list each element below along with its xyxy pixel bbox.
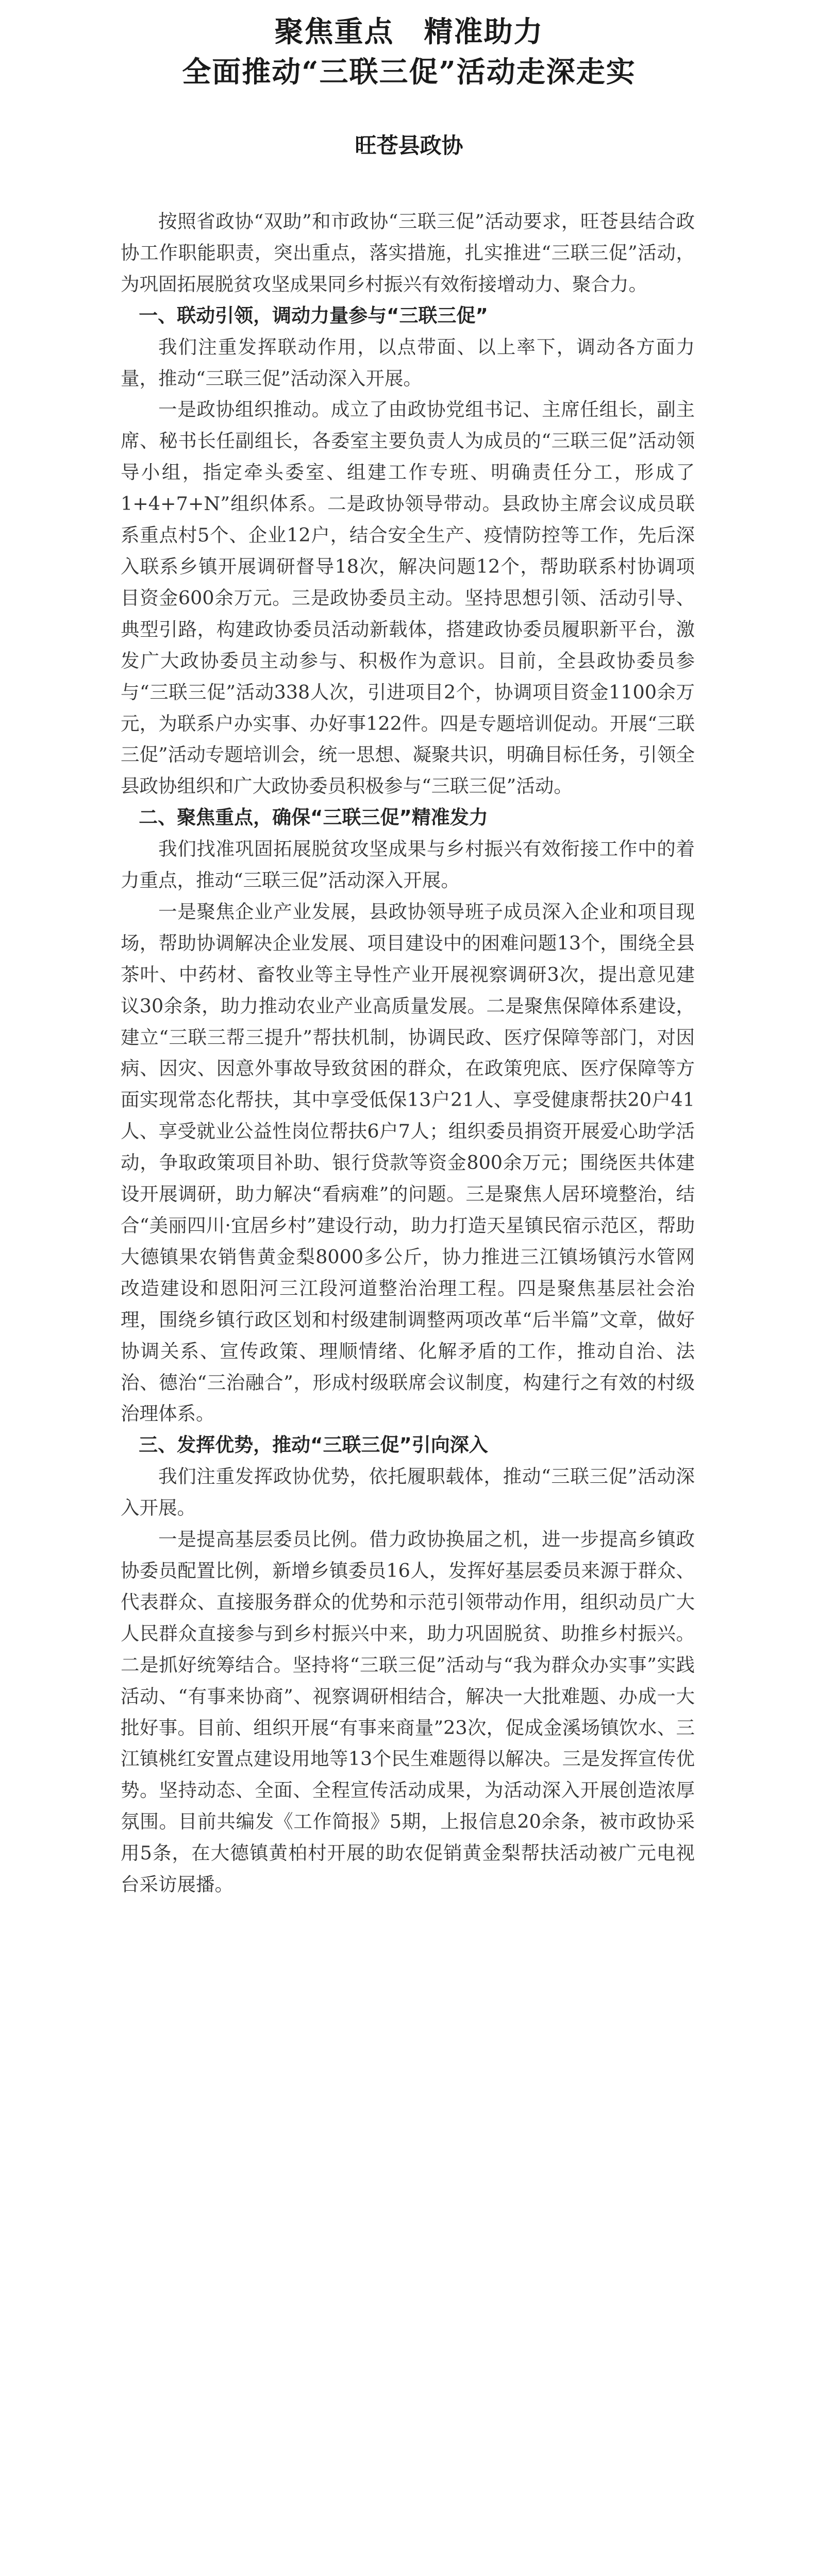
title-line-1: 聚焦重点 精准助力 [274, 15, 544, 49]
section-3-paragraph-1: 我们注重发挥政协优势，依托履职载体，推动“三联三促”活动深入开展。 [121, 1465, 695, 1519]
section-1-paragraph-1: 我们注重发挥联动作用，以点带面、以上率下，调动各方面力量，推动“三联三促”活动深入开展。 [121, 335, 695, 389]
author: 旺苍县政协 [355, 133, 463, 158]
section-2-paragraph-1: 我们找准巩固拓展脱贫攻坚成果与乡村振兴有效衔接工作中的着力重点，推动“三联三促”活动深入开展。 [121, 838, 695, 892]
section-2-heading: 二、聚焦重点，确保“三联三促”精准发力 [139, 806, 488, 829]
section-1-paragraph-2: 一是政协组织推动。成立了由政协党组书记、主席任组长，副主席、秘书长任副组长，各委室主要负责人为成员的“三联三促”活动领导小组，指定牵头委室、组建工作专班、明确责任分工，形成了1+4+7+N”组织体系。二是政协领导带动。县政协主席会议成员联系重点村5个、企业12户，结合安全生产、疫情防控等工作，先后深入联系乡镇开展调研督导18次，解决问题12个，帮助联系村协调项目资金600余万元。三是政协委员主动。坚持思想引领、活动引导、典型引路，构建政协委员活动新载体，搭建政协委员履职新平台，激发广大政协委员主动参与、积极作为意识。目前，全县政协委员参与“三联三促”活动338人次，引进项目2个，协调项目资金1100余万元，为联系户办实事、办好事122件。四是专题培训促动。开展“三联三促”活动专题培训会，统一思想、凝聚共识，明确目标任务，引领全县政协组织和广大政协委员积极参与“三联三促”活动。 [121, 398, 695, 798]
section-3-heading: 三、发挥优势，推动“三联三促”引向深入 [139, 1434, 488, 1456]
section-2-paragraph-2: 一是聚焦企业产业发展，县政协领导班子成员深入企业和项目现场，帮助协调解决企业发展、项目建设中的困难问题13个，围绕全县茶叶、中药材、畜牧业等主导性产业开展视察调研3次，提出意见建议30余条，助力推动农业产业高质量发展。二是聚焦保障体系建设，建立“三联三帮三提升”帮扶机制，协调民政、医疗保障等部门，对因病、因灾、因意外事故导致贫困的群众，在政策兜底、医疗保障等方面实现常态化帮扶，其中享受低保13户21人、享受健康帮扶20户41人、享受就业公益性岗位帮扶6户7人；组织委员捐资开展爱心助学活动，争取政策项目补助、银行贷款等资金800余万元；围绕医共体建设开展调研，助力解决“看病难”的问题。三是聚焦人居环境整治，结合“美丽四川·宜居乡村”建设行动，助力打造天星镇民宿示范区，帮助大德镇果农销售黄金梨8000多公斤，协力推进三江镇场镇污水管网改造建设和恩阳河三江段河道整治治理工程。四是聚焦基层社会治理，围绕乡镇行政区划和村级建制调整两项改革“后半篇”文章，做好协调关系、宣传政策、理顺情绪、化解矛盾的工作，推动自治、法治、德治“三治融合”，形成村级联席会议制度，构建行之有效的村级治理体系。 [121, 900, 695, 1425]
section-3-paragraph-2: 一是提高基层委员比例。借力政协换届之机，进一步提高乡镇政协委员配置比例，新增乡镇委员16人，发挥好基层委员来源于群众、代表群众、直接服务群众的优势和示范引领带动作用，组织动员广大人民群众直接参与到乡村振兴中来，助力巩固脱贫、助推乡村振兴。二是抓好统筹结合。坚持将“三联三促”活动与“我为群众办实事”实践活动、“有事来协商”、视察调研相结合，解决一大批难题、办成一大批好事。目前、组织开展“有事来商量”23次，促成金溪场镇饮水、三江镇桃红安置点建设用地等13个民生难题得以解决。三是发挥宣传优势。坚持动态、全面、全程宣传活动成果，为活动深入开展创造浓厚氛围。目前共编发《工作简报》5期，上报信息20余条，被市政协采用5条，在大德镇黄柏村开展的助农促销黄金梨帮扶活动被广元电视台采访展播。 [121, 1528, 695, 1896]
intro-paragraph: 按照省政协“双助”和市政协“三联三促”活动要求，旺苍县结合政协工作职能职责，突出重点，落实措施，扎实推进“三联三促”活动，为巩固拓展脱贫攻坚成果同乡村振兴有效衔接增动力、聚合力。 [121, 210, 695, 295]
article-body [121, 206, 695, 1901]
title-line-2: 全面推动“三联三促”活动走深走实 [182, 55, 636, 89]
section-1-heading: 一、联动引领，调动力量参与“三联三促” [139, 304, 488, 327]
